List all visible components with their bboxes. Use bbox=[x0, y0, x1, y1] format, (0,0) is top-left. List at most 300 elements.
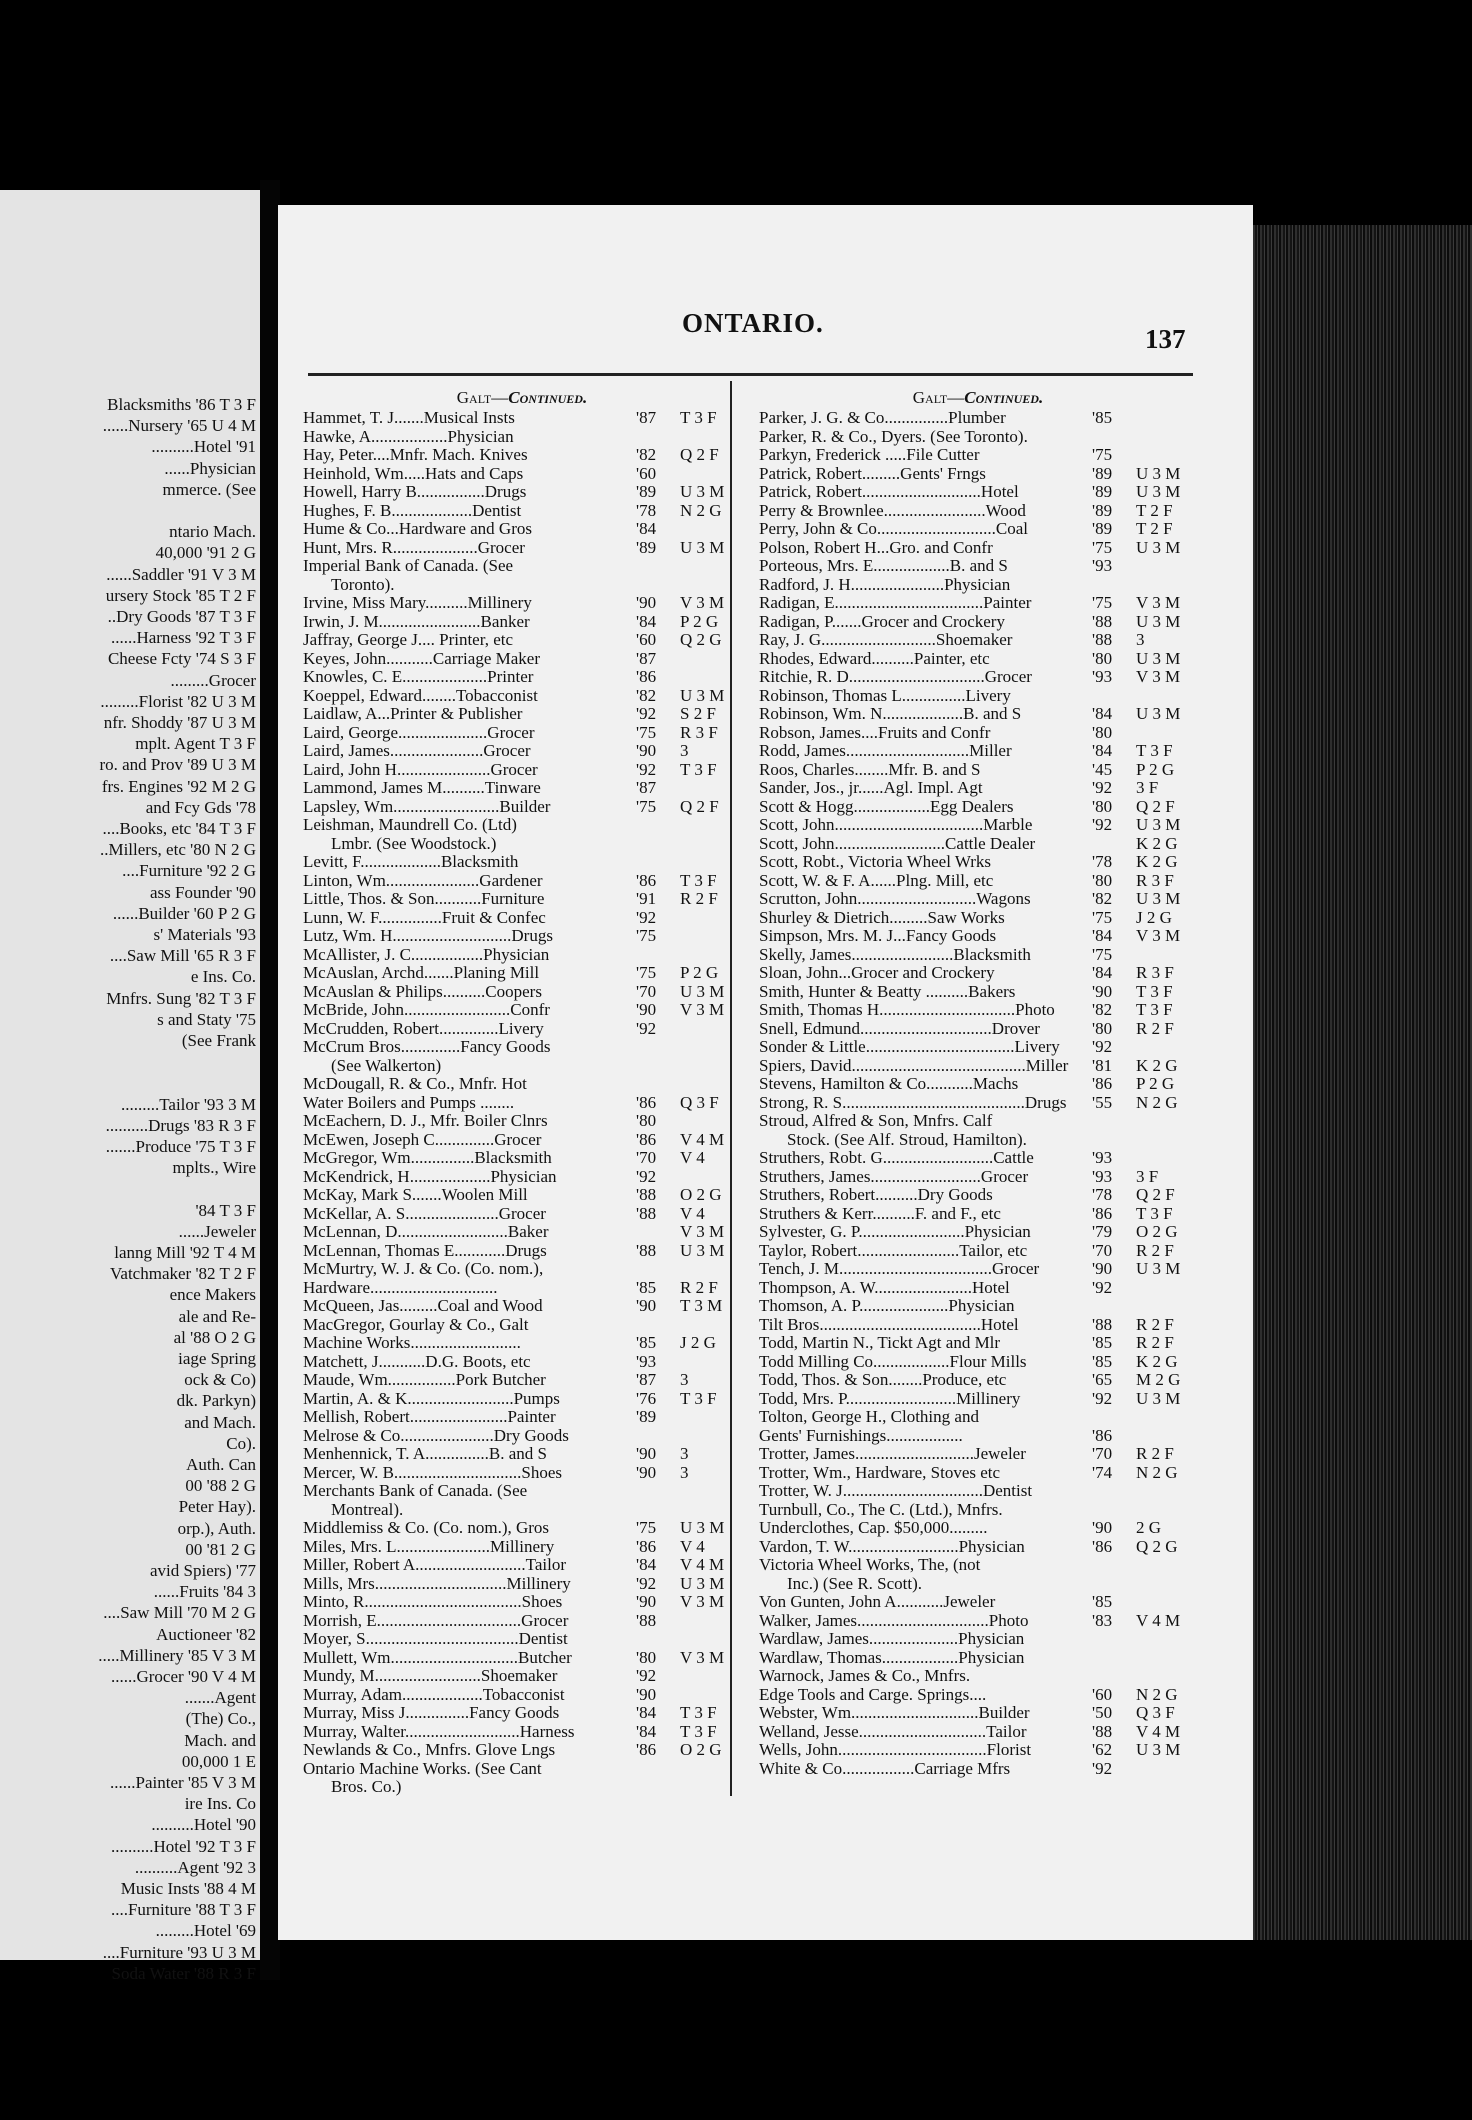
entry-year: '70 bbox=[1092, 1240, 1113, 1260]
entry-year: '88 bbox=[1092, 630, 1113, 649]
directory-entry bbox=[303, 1390, 741, 1409]
entry-text: Murray, Miss J...............Fancy Goods bbox=[303, 1703, 560, 1722]
entry-text: Menhennick, T. A...............B. and S bbox=[303, 1444, 547, 1463]
entry-year: '82 bbox=[636, 445, 657, 464]
facing-page-line: (See Frank bbox=[181, 1031, 256, 1050]
entry-text: McAuslan & Philips..........Coopers bbox=[303, 981, 542, 1001]
entry-year: '89 bbox=[1092, 482, 1113, 501]
entry-year: '80 bbox=[1092, 1018, 1113, 1038]
facing-page-line: ence Makers bbox=[169, 1285, 256, 1305]
directory-entry bbox=[303, 1001, 741, 1020]
entry-year: '89 bbox=[636, 1407, 657, 1426]
entry-text: Robinson, Thomas L...............Livery bbox=[759, 685, 1011, 705]
directory-entry bbox=[303, 1334, 741, 1353]
entry-rating: P 2 G bbox=[1136, 759, 1175, 779]
entry-text: Lammond, James M..........Tinware bbox=[303, 778, 541, 797]
entry-rating: U 3 M bbox=[1136, 704, 1181, 723]
entry-year: '90 bbox=[636, 1684, 657, 1704]
entry-text: Trotter, James............................Jeweler bbox=[759, 1444, 1026, 1463]
directory-entry bbox=[303, 539, 741, 558]
directory-entry bbox=[303, 1501, 741, 1520]
continued-label: Continued. bbox=[508, 388, 588, 407]
facing-page-line: ..........Drugs '83 R 3 F bbox=[105, 1115, 256, 1135]
entry-text: Irvine, Miss Mary..........Millinery bbox=[303, 593, 532, 612]
directory-entry bbox=[759, 872, 1197, 891]
entry-rating: V 3 M bbox=[1136, 593, 1181, 612]
entry-text: Struthers, Robert..........Dry Goods bbox=[759, 1185, 993, 1204]
facing-page-line: e Ins. Co. bbox=[190, 967, 256, 987]
entry-text: Hammet, T. J.......Musical Insts bbox=[303, 408, 515, 427]
entry-year: '86 bbox=[636, 1129, 657, 1149]
directory-entry bbox=[303, 927, 741, 946]
facing-page-line: Music Insts '88 4 M bbox=[120, 1879, 256, 1898]
entry-rating: R 3 F bbox=[1136, 870, 1174, 890]
entry-text: Smith, Hunter & Beatty ..........Bakers bbox=[759, 981, 1016, 1001]
directory-entry bbox=[759, 576, 1197, 595]
entry-text: Robson, James....Fruits and Confr bbox=[759, 722, 991, 742]
entry-year: '93 bbox=[1092, 667, 1113, 686]
entry-text: McGregor, Wm...............Blacksmith bbox=[303, 1148, 552, 1167]
entry-text: Todd, Thos. & Son........Produce, etc bbox=[759, 1370, 1007, 1389]
directory-entry bbox=[759, 1686, 1197, 1705]
facing-page-line: frs. Engines '92 M 2 G bbox=[101, 776, 256, 796]
directory-entry bbox=[759, 1186, 1197, 1205]
directory-entry bbox=[759, 557, 1197, 576]
facing-page-line: orp.), Auth. bbox=[177, 1518, 256, 1538]
entry-text: Sander, Jos., jr......Agl. Impl. Agt bbox=[759, 778, 983, 797]
facing-page-line: ......Harness '92 T 3 F bbox=[110, 628, 256, 648]
directory-entry bbox=[759, 779, 1197, 798]
entry-year: '84 bbox=[1092, 926, 1113, 945]
entry-year: '84 bbox=[1092, 963, 1113, 982]
facing-page-line: ....Saw Mill '70 M 2 G bbox=[103, 1603, 256, 1623]
directory-entry bbox=[759, 1223, 1197, 1242]
entry-text: Maude, Wm................Pork Butcher bbox=[303, 1370, 546, 1389]
entry-text: McEwen, Joseph C..............Grocer bbox=[303, 1129, 542, 1149]
entry-text: Wardlaw, Thomas..................Physician bbox=[759, 1647, 1025, 1667]
directory-entry bbox=[303, 1131, 741, 1150]
facing-page-line: ....Furniture '88 T 3 F bbox=[110, 1900, 256, 1920]
directory-entry bbox=[759, 1390, 1197, 1409]
entry-rating: 2 G bbox=[1136, 1518, 1162, 1537]
directory-entry bbox=[303, 761, 741, 780]
entry-text: Newlands & Co., Mnfrs. Glove Lngs bbox=[303, 1740, 556, 1759]
directory-entry bbox=[759, 1741, 1197, 1760]
entry-year: '84 bbox=[1092, 704, 1113, 723]
entry-text: Jaffray, George J.... Printer, etc bbox=[303, 630, 514, 649]
directory-entry bbox=[759, 724, 1197, 743]
entry-text: Warnock, James & Co., Mnfrs. bbox=[759, 1666, 971, 1685]
directory-entry bbox=[303, 1464, 741, 1483]
entry-text: Toronto). bbox=[331, 574, 395, 594]
directory-entry bbox=[303, 1057, 741, 1076]
directory-entry bbox=[759, 502, 1197, 521]
entry-rating: V 3 M bbox=[680, 1222, 725, 1241]
directory-entry bbox=[759, 1260, 1197, 1279]
entry-year: '89 bbox=[636, 482, 657, 501]
entry-text: Gents' Furnishings.................. bbox=[759, 1425, 963, 1445]
facing-page-line: ..........Hotel '91 bbox=[151, 437, 256, 457]
entry-year: '85 bbox=[636, 1277, 657, 1297]
entry-text: Spiers, David.........................................Miller bbox=[759, 1055, 1069, 1075]
entry-text: Scott & Hogg..................Egg Dealers bbox=[759, 796, 1014, 816]
entry-text: Hume & Co...Hardware and Gros bbox=[303, 519, 532, 538]
entry-year: '70 bbox=[636, 981, 657, 1001]
entry-text: Struthers, Robt. G..........................Cattle bbox=[759, 1148, 1034, 1167]
page-number: 137 bbox=[1145, 324, 1186, 354]
entry-text: Trotter, W. J.................................Dentist bbox=[759, 1481, 1033, 1500]
entry-text: Inc.) (See R. Scott). bbox=[787, 1573, 923, 1593]
entry-text: Knowles, C. E....................Printer bbox=[303, 667, 534, 686]
entry-year: '50 bbox=[1092, 1703, 1113, 1722]
entry-rating: U 3 M bbox=[1136, 482, 1181, 501]
header-rule bbox=[308, 373, 1193, 376]
entry-rating: 3 bbox=[1136, 630, 1145, 649]
town-name: Galt bbox=[456, 388, 492, 407]
entry-text: Tilt Bros......................................Hotel bbox=[759, 1314, 1019, 1334]
entry-text: Martin, A. & K.........................Pumps bbox=[303, 1388, 560, 1408]
facing-page-line: ......Grocer '90 V 4 M bbox=[110, 1667, 256, 1686]
entry-text: Struthers & Kerr..........F. and F., etc bbox=[759, 1203, 1001, 1223]
entry-rating: 3 F bbox=[1136, 1166, 1159, 1186]
entry-text: Parkyn, Frederick .....File Cutter bbox=[759, 445, 980, 464]
entry-year: '91 bbox=[636, 889, 657, 908]
entry-rating: P 2 G bbox=[1136, 1074, 1175, 1093]
directory-entry bbox=[303, 1371, 741, 1390]
entry-year: '88 bbox=[636, 1240, 657, 1260]
entry-rating: U 3 M bbox=[680, 482, 725, 501]
entry-text: Perry & Brownlee........................Wood bbox=[759, 500, 1026, 520]
entry-text: Levitt, F...................Blacksmith bbox=[303, 852, 519, 871]
entry-text: White & Co.................Carriage Mfrs bbox=[759, 1758, 1011, 1778]
entry-year: '90 bbox=[1092, 1259, 1113, 1278]
entry-text: Laird, James......................Grocer bbox=[303, 741, 531, 760]
entry-text: McAuslan, Archd.......Planing Mill bbox=[303, 963, 540, 982]
directory-entry bbox=[303, 502, 741, 521]
entry-rating: R 3 F bbox=[680, 722, 718, 742]
directory-entry bbox=[759, 798, 1197, 817]
entry-text: Stock. (See Alf. Stroud, Hamilton). bbox=[787, 1129, 1027, 1149]
facing-page-line: '84 T 3 F bbox=[195, 1200, 256, 1220]
entry-year: '90 bbox=[636, 1000, 657, 1019]
entry-text: Todd, Mrs. P..........................Millinery bbox=[759, 1388, 1021, 1408]
entry-rating: R 2 F bbox=[680, 889, 718, 908]
entry-year: '76 bbox=[636, 1388, 657, 1408]
entry-text: Scrutton, John............................Wagons bbox=[759, 889, 1031, 908]
entry-year: '80 bbox=[1092, 796, 1113, 816]
entry-rating: U 3 M bbox=[680, 537, 725, 557]
entry-rating: R 2 F bbox=[680, 1277, 718, 1297]
entry-year: '93 bbox=[1092, 1166, 1113, 1186]
directory-entry bbox=[303, 1538, 741, 1557]
entry-text: Radigan, E...................................Painter bbox=[759, 593, 1032, 612]
entry-year: '92 bbox=[1092, 1758, 1113, 1778]
entry-text: Hawke, A..................Physician bbox=[303, 426, 514, 446]
entry-rating: V 4 M bbox=[1136, 1610, 1181, 1630]
entry-text: Linton, Wm......................Gardener bbox=[303, 870, 543, 890]
entry-text: Roos, Charles........Mfr. B. and S bbox=[759, 759, 981, 779]
entry-text: Scott, John..........................Cattle Dealer bbox=[759, 833, 1036, 853]
entry-rating: T 3 F bbox=[680, 870, 717, 890]
directory-entry bbox=[303, 1593, 741, 1612]
entry-text: Wardlaw, James.....................Physician bbox=[759, 1629, 1025, 1648]
directory-entry bbox=[759, 1519, 1197, 1538]
page-edges bbox=[1253, 225, 1472, 1940]
entry-text: Sonder & Little...................................Livery bbox=[759, 1037, 1060, 1056]
entry-rating: U 3 M bbox=[1136, 815, 1181, 834]
entry-year: '92 bbox=[636, 1666, 657, 1685]
facing-page-line: (The) Co., bbox=[185, 1709, 256, 1729]
entry-text: Moyer, S....................................Dentist bbox=[303, 1629, 568, 1648]
directory-entry bbox=[303, 1427, 741, 1446]
entry-text: Laird, John H......................Grocer bbox=[303, 759, 538, 779]
entry-rating: U 3 M bbox=[1136, 648, 1181, 668]
directory-entry bbox=[303, 1686, 741, 1705]
facing-page-left bbox=[0, 190, 260, 1983]
facing-page-line: ....Books, etc '84 T 3 F bbox=[102, 819, 256, 838]
entry-text: Heinhold, Wm.....Hats and Caps bbox=[303, 463, 524, 483]
entry-rating: K 2 G bbox=[1136, 1351, 1178, 1371]
directory-entry bbox=[759, 835, 1197, 854]
entry-year: '79 bbox=[1092, 1222, 1113, 1241]
directory-entry bbox=[759, 1075, 1197, 1094]
entry-year: '78 bbox=[636, 500, 657, 520]
entry-rating: V 4 M bbox=[680, 1129, 725, 1149]
entry-year: '92 bbox=[636, 1573, 657, 1593]
facing-page-line: ......Painter '85 V 3 M bbox=[110, 1773, 256, 1792]
entry-text: Porteous, Mrs. E..................B. and S bbox=[759, 556, 1008, 575]
directory-entry bbox=[759, 705, 1197, 724]
entry-year: '89 bbox=[1092, 463, 1113, 483]
facing-page-line: mplt. Agent T 3 F bbox=[135, 734, 256, 754]
entry-year: '92 bbox=[636, 704, 657, 723]
entry-rating: V 3 M bbox=[680, 1000, 725, 1019]
entry-year: '60 bbox=[1092, 1684, 1113, 1704]
entry-text: Sloan, John...Grocer and Crockery bbox=[759, 963, 995, 982]
directory-list bbox=[303, 409, 741, 1797]
entry-rating: V 4 M bbox=[680, 1555, 725, 1574]
entry-year: '78 bbox=[1092, 852, 1113, 871]
entry-rating: N 2 G bbox=[1136, 1462, 1178, 1482]
directory-entry bbox=[759, 409, 1197, 428]
directory-entry bbox=[303, 1704, 741, 1723]
directory-entry bbox=[759, 650, 1197, 669]
entry-text: Underclothes, Cap. $50,000......... bbox=[759, 1518, 988, 1537]
entry-text: Hunt, Mrs. R....................Grocer bbox=[303, 537, 525, 557]
directory-entry bbox=[303, 872, 741, 891]
entry-text: Mullett, Wm..............................Butcher bbox=[303, 1647, 572, 1667]
entry-year: '86 bbox=[636, 1536, 657, 1556]
facing-page-line: ......Nursery '65 U 4 M bbox=[102, 416, 256, 436]
entry-year: '92 bbox=[636, 1166, 657, 1186]
facing-page-line: Co). bbox=[226, 1433, 256, 1453]
entry-text: Edge Tools and Carge. Springs.... bbox=[759, 1684, 987, 1704]
entry-text: Todd Milling Co..................Flour Mills bbox=[759, 1351, 1027, 1371]
entry-text: Von Gunten, John A...........Jeweler bbox=[759, 1592, 996, 1611]
entry-rating: U 3 M bbox=[1136, 463, 1181, 483]
town-name: Galt bbox=[912, 388, 948, 407]
entry-year: '86 bbox=[636, 667, 657, 686]
entry-text: Turnbull, Co., The C. (Ltd.), Mnfrs. bbox=[759, 1499, 1003, 1519]
entry-text: Webster, Wm..............................Builder bbox=[759, 1703, 1030, 1722]
facing-page-line: 40,000 '91 2 G bbox=[155, 543, 256, 563]
facing-page-line: ......Fruits '84 3 bbox=[153, 1582, 256, 1602]
directory-entry bbox=[303, 705, 741, 724]
entry-text: Little, Thos. & Son...........Furniture bbox=[303, 889, 545, 908]
entry-text: McKendrick, H...................Physician bbox=[303, 1166, 557, 1186]
entry-rating: R 2 F bbox=[1136, 1314, 1174, 1334]
entry-text: McCrudden, Robert..............Livery bbox=[303, 1018, 544, 1038]
entry-year: '75 bbox=[1092, 537, 1113, 557]
directory-entry bbox=[303, 1630, 741, 1649]
entry-year: '84 bbox=[636, 1703, 657, 1722]
directory-entry bbox=[759, 1704, 1197, 1723]
facing-page-line: s' Materials '93 bbox=[153, 925, 256, 944]
entry-text: Hughes, F. B...................Dentist bbox=[303, 500, 522, 520]
directory-entry bbox=[759, 1334, 1197, 1353]
facing-page-line: and Mach. bbox=[184, 1412, 256, 1432]
entry-text: Montreal). bbox=[331, 1499, 404, 1519]
entry-rating: U 3 M bbox=[680, 1573, 725, 1593]
directory-entry bbox=[759, 1279, 1197, 1298]
entry-text: (See Walkerton) bbox=[331, 1055, 442, 1075]
directory-entry bbox=[759, 1445, 1197, 1464]
entry-rating: U 3 M bbox=[680, 981, 725, 1001]
book-gutter bbox=[260, 180, 280, 1980]
entry-text: Howell, Harry B................Drugs bbox=[303, 482, 527, 501]
entry-text: McMurtry, W. J. & Co. (Co. nom.), bbox=[303, 1259, 544, 1278]
directory-entry bbox=[303, 668, 741, 687]
directory-entry bbox=[303, 409, 741, 428]
directory-entry bbox=[759, 1575, 1197, 1594]
entry-text: Welland, Jesse..............................Tailor bbox=[759, 1721, 1027, 1741]
entry-year: '84 bbox=[636, 1721, 657, 1741]
entry-rating: K 2 G bbox=[1136, 852, 1178, 871]
facing-page-line: ....Furniture '92 2 G bbox=[122, 861, 256, 881]
entry-rating: N 2 G bbox=[1136, 1684, 1178, 1704]
directory-entry bbox=[759, 631, 1197, 650]
right-column bbox=[759, 387, 1197, 1778]
facing-page-line: ..Dry Goods '87 T 3 F bbox=[107, 607, 256, 626]
facing-page-line: Mnfrs. Sung '82 T 3 F bbox=[106, 988, 256, 1008]
directory-entry bbox=[303, 557, 741, 576]
entry-text: Perry, John & Co............................Coal bbox=[759, 519, 1029, 538]
entry-year: '75 bbox=[636, 963, 657, 982]
directory-entry bbox=[759, 1427, 1197, 1446]
entry-year: '80 bbox=[1092, 722, 1113, 742]
directory-entry bbox=[303, 650, 741, 669]
entry-text: McQueen, Jas.........Coal and Wood bbox=[303, 1296, 543, 1315]
entry-rating: V 3 M bbox=[680, 593, 725, 612]
entry-year: '90 bbox=[636, 593, 657, 612]
facing-page-line: ntario Mach. bbox=[169, 522, 256, 542]
entry-rating: M 2 G bbox=[1136, 1370, 1181, 1389]
directory-entry bbox=[759, 1723, 1197, 1742]
entry-year: '75 bbox=[1092, 907, 1113, 927]
entry-year: '93 bbox=[636, 1351, 657, 1371]
directory-entry bbox=[303, 1168, 741, 1187]
entry-text: Morrish, E..................................Grocer bbox=[303, 1610, 569, 1630]
facing-page-line: Peter Hay). bbox=[178, 1497, 256, 1517]
entry-year: '81 bbox=[1092, 1055, 1113, 1075]
entry-rating: U 3 M bbox=[680, 1240, 725, 1260]
directory-entry bbox=[759, 1020, 1197, 1039]
directory-entry bbox=[759, 853, 1197, 872]
entry-year: '83 bbox=[1092, 1610, 1113, 1630]
entry-rating: T 3 F bbox=[680, 1703, 717, 1722]
directory-entry bbox=[759, 742, 1197, 761]
entry-year: '87 bbox=[636, 778, 657, 797]
entry-year: '92 bbox=[1092, 1388, 1113, 1408]
directory-entry bbox=[303, 1279, 741, 1298]
directory-entry bbox=[759, 1131, 1197, 1150]
directory-entry bbox=[759, 1112, 1197, 1131]
directory-entry bbox=[759, 909, 1197, 928]
entry-text: Walker, James...............................Photo bbox=[759, 1610, 1029, 1630]
directory-entry bbox=[759, 761, 1197, 780]
entry-text: Scott, Robt., Victoria Wheel Wrks bbox=[759, 852, 992, 871]
directory-entry bbox=[303, 1445, 741, 1464]
entry-year: '75 bbox=[1092, 593, 1113, 612]
entry-year: '89 bbox=[1092, 519, 1113, 538]
directory-entry bbox=[759, 1501, 1197, 1520]
directory-entry bbox=[759, 1001, 1197, 1020]
facing-page-line: ..........Hotel '90 bbox=[151, 1815, 256, 1835]
entry-year: '92 bbox=[1092, 778, 1113, 797]
entry-rating: R 2 F bbox=[1136, 1240, 1174, 1260]
directory-entry bbox=[759, 816, 1197, 835]
entry-rating: K 2 G bbox=[1136, 833, 1178, 853]
directory-entry bbox=[759, 1353, 1197, 1372]
entry-year: '84 bbox=[1092, 741, 1113, 760]
directory-entry bbox=[303, 779, 741, 798]
entry-text: Laidlaw, A...Printer & Publisher bbox=[303, 704, 523, 723]
facing-page-line: and Fcy Gds '78 bbox=[145, 797, 256, 817]
entry-text: Trotter, Wm., Hardware, Stoves etc bbox=[759, 1462, 1001, 1482]
directory-entry bbox=[303, 1297, 741, 1316]
entry-year: '90 bbox=[636, 1592, 657, 1611]
entry-text: Strong, R. S...........................................Drugs bbox=[759, 1092, 1067, 1112]
directory-entry bbox=[303, 1519, 741, 1538]
entry-year: '80 bbox=[636, 1647, 657, 1667]
entry-year: '86 bbox=[1092, 1425, 1113, 1445]
section-heading: Galt—Continued. bbox=[912, 388, 1044, 407]
directory-entry bbox=[303, 1260, 741, 1279]
directory-entry bbox=[759, 539, 1197, 558]
entry-year: '60 bbox=[636, 630, 657, 649]
entry-year: '85 bbox=[1092, 1351, 1113, 1371]
directory-entry bbox=[303, 1353, 741, 1372]
entry-rating: U 3 M bbox=[1136, 1740, 1181, 1759]
directory-entry bbox=[303, 1723, 741, 1742]
facing-page-line: ..Millers, etc '80 N 2 G bbox=[99, 840, 256, 860]
entry-year: '75 bbox=[636, 926, 657, 945]
entry-rating: K 2 G bbox=[1136, 1055, 1178, 1075]
directory-entry bbox=[303, 816, 741, 835]
directory-entry bbox=[759, 520, 1197, 539]
entry-year: '90 bbox=[636, 1296, 657, 1315]
entry-rating: T 2 F bbox=[1136, 519, 1173, 538]
directory-entry bbox=[303, 428, 741, 447]
entry-text: Thompson, A. W.......................Hotel bbox=[759, 1277, 1010, 1297]
facing-page-line: Vatchmaker '82 T 2 F bbox=[110, 1264, 256, 1284]
entry-rating: T 3 F bbox=[680, 1721, 717, 1741]
entry-text: Mercer, W. B..............................Shoes bbox=[303, 1462, 563, 1482]
entry-text: McBride, John.........................Confr bbox=[303, 1000, 550, 1019]
entry-text: Struthers, James..........................Grocer bbox=[759, 1166, 1029, 1186]
entry-text: Radigan, P.......Grocer and Crockery bbox=[759, 611, 1005, 631]
entry-rating: U 3 M bbox=[1136, 611, 1181, 631]
